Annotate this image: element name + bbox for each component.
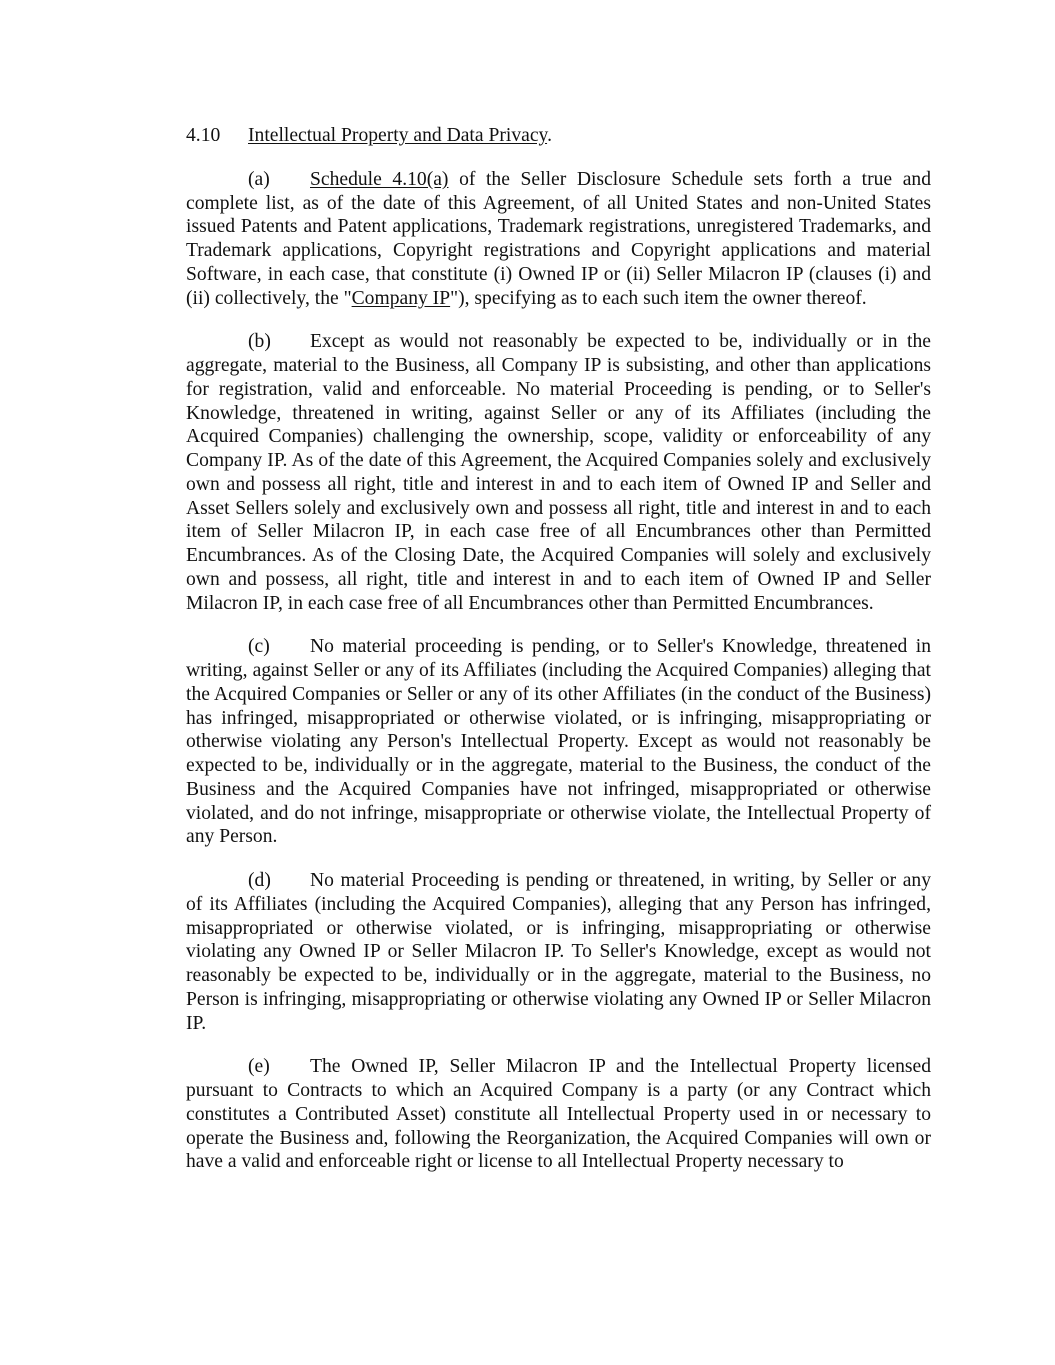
- paragraph-label: (e): [248, 1056, 270, 1078]
- section-title: Intellectual Property and Data Privacy: [248, 125, 548, 146]
- paragraph-e: [186, 1055, 931, 1174]
- paragraph-c: [186, 635, 931, 849]
- paragraph-text: The Owned IP, Seller Milacron IP and the Intellectual Property licensed pursuant to Contracts to which an Acquired Company is a party (or any Contract which constitutes a Contributed Asset) constitute all Intellectual Property used in or necessary to operate the Business and, following the Reorganization, the Acquired Companies will own or have a valid and enforceable right or license to all Intellectual Property necessary to: [186, 1056, 931, 1173]
- section-number: 4.10: [186, 125, 221, 146]
- document-page: [186, 124, 931, 1194]
- schedule-reference: Schedule 4.10(a): [310, 168, 449, 190]
- paragraph-text: Except as would not reasonably be expected to be, individually or in the aggregate, material to the Business, all Company IP is subsisting, and other than applications for registration, valid and enforceable. No material Proceeding is pending, or to Seller's Knowledge, threatened in writing, against Seller or any of its Affiliates (including the Acquired Companies) challenging the ownership, scope, validity or enforceability of any Company IP. As of the date of this Agreement, the Acquired Companies solely and exclusively own and possess all right, title and interest in and to each item of Owned IP and Seller and Asset Sellers solely and exclusively own and possess all right, title and interest in and to each item of Seller Milacron IP, in each case free of all Encumbrances other than Permitted Encumbrances. As of the Closing Date, the Acquired Companies will solely and exclusively own and possess, all right, title and interest in and to each item of Owned IP and Seller Milacron IP, in each case free of all Encumbrances other than Permitted Encumbrances.: [186, 331, 931, 614]
- paragraph-text: "), specifying as to each such item the owner thereof.: [450, 287, 867, 309]
- paragraph-a: [186, 168, 931, 311]
- paragraph-text: No material Proceeding is pending or threatened, in writing, by Seller or any of its Affiliates (including the Acquired Companies), alleging that any Person has infringed, misappropriated or otherwise violated, or is infringing, misappropriating or otherwise violating any Owned IP or Seller Milacron IP. To Seller's Knowledge, except as would not reasonably be expected to be, individually or in the aggregate, material to the Business, no Person is infringing, misappropriating or otherwise violating any Owned IP or Seller Milacron IP.: [186, 870, 931, 1034]
- paragraph-d: [186, 869, 931, 1035]
- paragraph-b: [186, 330, 931, 615]
- paragraph-text: No material proceeding is pending, or to Seller's Knowledge, threatened in writing, against Seller or any of its Affiliates (including the Acquired Companies) alleging that the Acquired Companies or Seller or any of its other Affiliates (in the conduct of the Business) has infringed, misappropriated or otherwise violated, or is infringing, misappropriating or otherwise violating any Person's Intellectual Property. Except as would not reasonably be expected to be, individually or in the aggregate, material to the Business, the conduct of the Business and the Acquired Companies have not infringed, misappropriated or otherwise violated, and do not infringe, misappropriate or otherwise violate, the Intellectual Property of any Person.: [186, 636, 931, 848]
- paragraph-label: (b): [248, 331, 271, 353]
- paragraph-label: (d): [248, 870, 271, 891]
- section-title-suffix: .: [547, 125, 552, 146]
- defined-term: Company IP: [351, 287, 451, 309]
- paragraph-text: of the Seller Disclosure Schedule sets forth a true and complete list, as of the date of this Agreement, of all United States and non-United States issued Patents and Patent applications, Trademark registrations, unregistered Trademarks, and Trademark applications, Copyright registrations and Copyright applications and material Software, in each case, that constitute (i) Owned IP or (ii) Seller Milacron IP (clauses (i) and (ii) collectively, the ": [186, 168, 931, 309]
- section-heading: [186, 124, 931, 148]
- paragraph-label: (a): [248, 168, 270, 190]
- paragraph-label: (c): [248, 636, 270, 658]
